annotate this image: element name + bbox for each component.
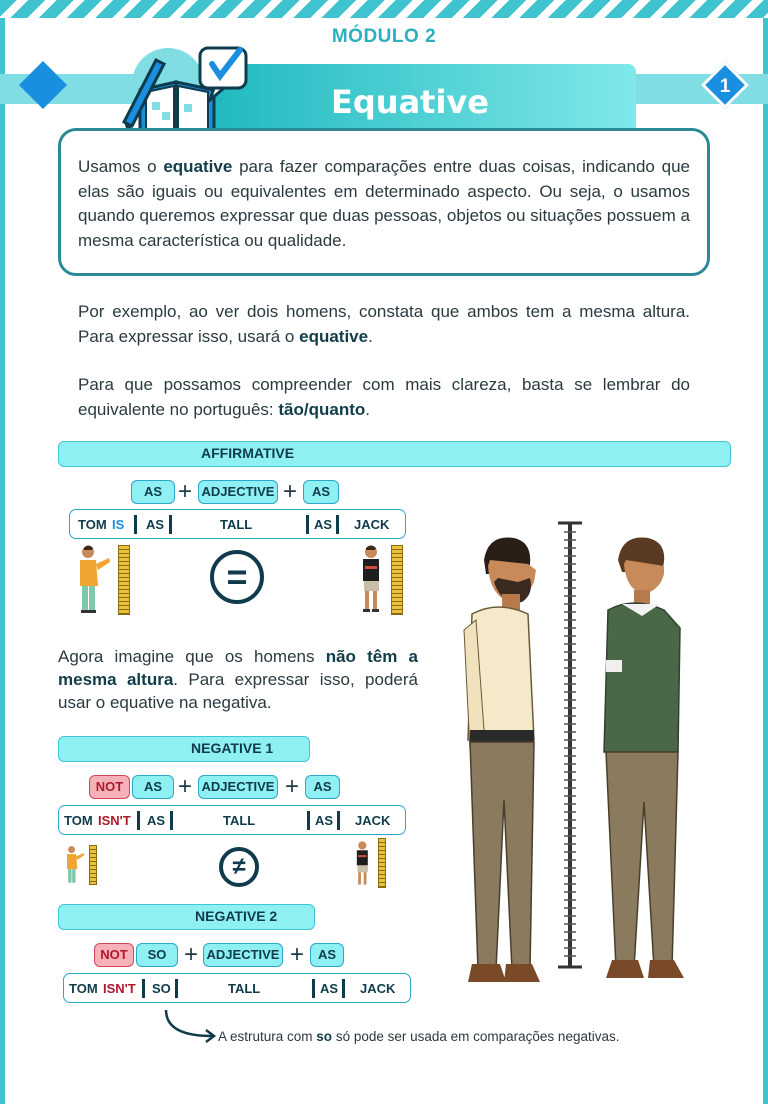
- formula-chip-so: SO: [136, 943, 178, 967]
- negative2-header: NEGATIVE 2: [58, 904, 315, 930]
- ruler-icon: [391, 545, 403, 615]
- height-scale-ticks: [556, 520, 584, 970]
- negative1-sentence: TOM ISN'T AS TALL AS JACK: [58, 805, 406, 835]
- ruler-icon: [378, 838, 386, 888]
- formula-chip-adjective: ADJECTIVE: [203, 943, 283, 967]
- plus-sign: +: [285, 773, 300, 800]
- page-title: Equative: [331, 83, 489, 121]
- right-border: [763, 18, 768, 1104]
- affirmative-header: AFFIRMATIVE: [58, 441, 731, 467]
- negative-intro-paragraph: Agora imagine que os homens não têm a mesma altura. Para expressar isso, poderá usar o equative na negativa.: [58, 647, 419, 712]
- man-standing-icon: [358, 544, 386, 614]
- ruler-icon: [89, 845, 97, 885]
- page-number: 1: [719, 76, 731, 97]
- man-standing-icon: [352, 840, 374, 888]
- formula-chip-adjective: ADJECTIVE: [198, 775, 278, 799]
- man-pointing-icon: [64, 845, 86, 885]
- so-usage-note: A estrutura com so só pode ser usada em comparações negativas.: [218, 1029, 620, 1044]
- affirmative-sentence: TOM IS AS TALL AS JACK: [69, 509, 406, 539]
- plus-sign: +: [283, 478, 298, 505]
- plus-sign: +: [290, 941, 305, 968]
- formula-chip-not: NOT: [94, 943, 134, 967]
- example-paragraph: Por exemplo, ao ver dois homens, constata que ambos tem a mesma altura. Para expressar isso, usará o equative.: [78, 302, 690, 346]
- man-pointing-icon: [76, 544, 112, 614]
- formula-chip-as: AS: [310, 943, 344, 967]
- plus-sign: +: [178, 478, 193, 505]
- plus-sign: +: [184, 941, 199, 968]
- ruler-icon: [118, 545, 130, 615]
- curved-arrow-icon: [160, 1006, 220, 1044]
- not-equal-icon: ≠: [219, 847, 259, 887]
- module-label: MÓDULO 2: [331, 26, 437, 47]
- equal-icon: =: [210, 550, 264, 604]
- intro-paragraph: Usamos o equative para fazer comparações entre duas coisas, indicando que elas são iguais ou equivalentes em determinado aspecto. Ou seja, o usamos quando queremos expressar que duas pessoas, objetos ou situações possuem a mesma característica ou qualidade.: [78, 157, 690, 250]
- formula-chip-adjective: ADJECTIVE: [198, 480, 278, 504]
- top-stripe-border: [0, 0, 768, 18]
- plus-sign: +: [178, 773, 193, 800]
- formula-chip-as: AS: [131, 480, 175, 504]
- negative1-header: NEGATIVE 1: [58, 736, 310, 762]
- formula-chip-as: AS: [303, 480, 339, 504]
- clarity-paragraph: Para que possamos compreender com mais clareza, basta se lembrar do equivalente no português: tão/quanto.: [78, 375, 690, 419]
- bearded-man-illustration: [458, 530, 554, 990]
- formula-chip-as: AS: [132, 775, 174, 799]
- book-checkmark-icon: [118, 42, 256, 142]
- formula-chip-not: NOT: [89, 775, 130, 799]
- left-border: [0, 18, 5, 1104]
- negative2-sentence: TOM ISN'T SO TALL AS JACK: [63, 973, 411, 1003]
- green-shirt-man-illustration: [598, 532, 694, 988]
- formula-chip-as: AS: [305, 775, 340, 799]
